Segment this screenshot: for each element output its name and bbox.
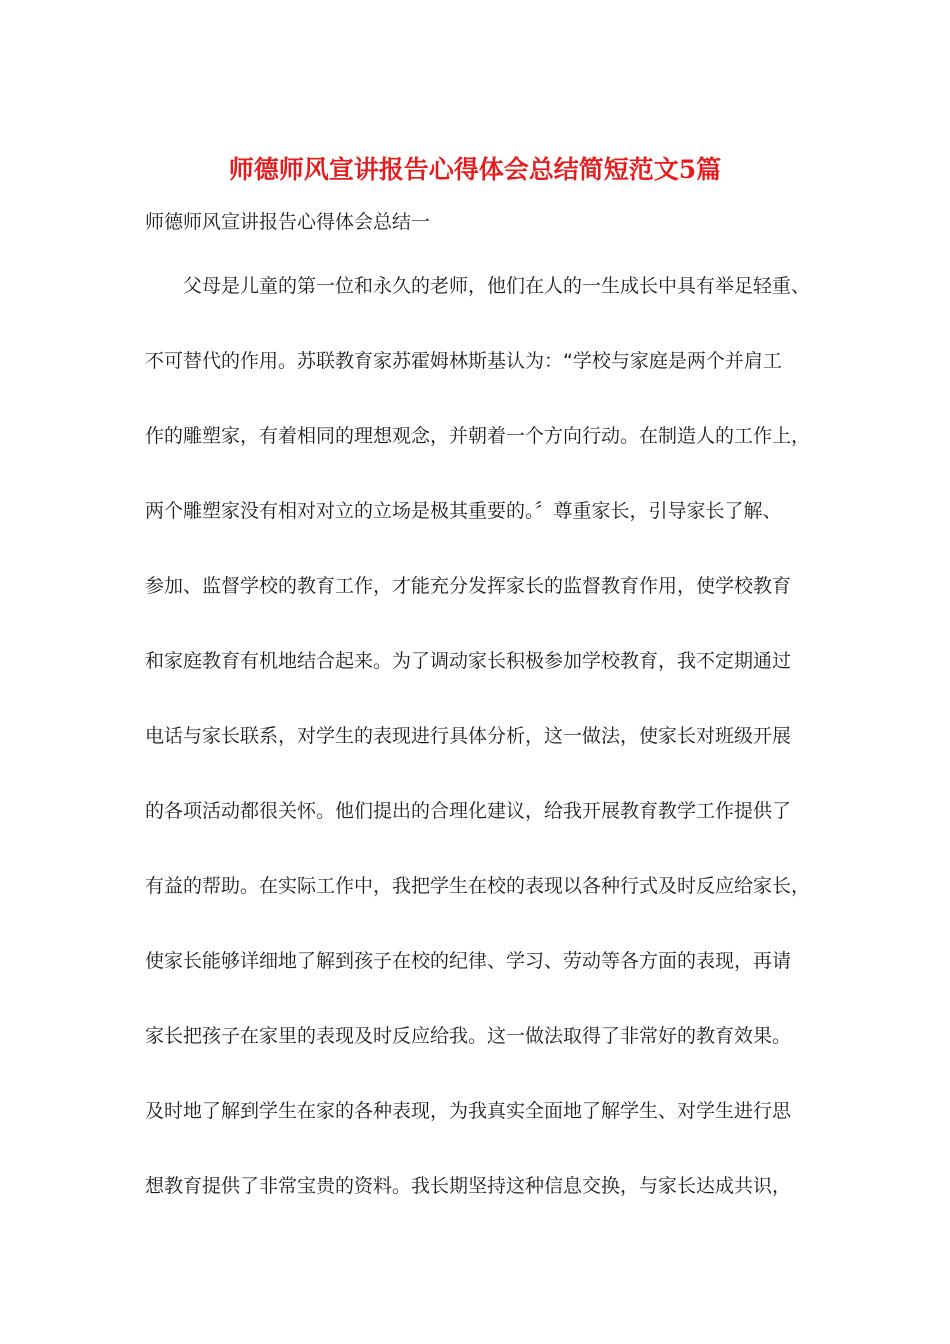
paragraph-line: 父母是儿童的第一位和永久的老师，他们在人的一生成长中具有举足轻重、 — [183, 275, 811, 297]
section-heading: 师德师风宣讲报告心得体会总结一 — [145, 211, 431, 233]
document-title: 师德师风宣讲报告心得体会总结简短范文5篇 — [228, 155, 722, 184]
paragraph-line: 作的雕塑家，有着相同的理想观念，并朝着一个方向行动。在制造人的工作上， — [145, 425, 811, 447]
paragraph-line: 家长把孩子在家里的表现及时反应给我。这一做法取得了非常好的教育效果。 — [145, 1025, 792, 1047]
paragraph-line: 和家庭教育有机地结合起来。为了调动家长积极参加学校教育，我不定期通过 — [145, 650, 792, 672]
paragraph-line: 不可替代的作用。苏联教育家苏霍姆林斯基认为：“学校与家庭是两个并肩工 — [145, 350, 782, 372]
paragraph-line: 两个雕塑家没有相对对立的立场是极其重要的。〞尊重家长，引导家长了解、 — [145, 500, 782, 522]
paragraph-line: 想教育提供了非常宝贵的资料。我长期坚持这种信息交换，与家长达成共识， — [145, 1175, 792, 1197]
paragraph-line: 及时地了解到学生在家的各种表现，为我真实全面地了解学生、对学生进行思 — [145, 1100, 792, 1122]
paragraph-line: 参加、监督学校的教育工作，才能充分发挥家长的监督教育作用，使学校教育 — [145, 575, 792, 597]
paragraph-line: 的各项活动都很关怀。他们提出的合理化建议，给我开展教育教学工作提供了 — [145, 800, 792, 822]
paragraph-line: 电话与家长联系，对学生的表现进行具体分析，这一做法，使家长对班级开展 — [145, 725, 792, 747]
paragraph-line: 有益的帮助。在实际工作中，我把学生在校的表现以各种行式及时反应给家长， — [145, 875, 811, 897]
paragraph-line: 使家长能够详细地了解到孩子在校的纪律、学习、劳动等各方面的表现，再请 — [145, 950, 792, 972]
